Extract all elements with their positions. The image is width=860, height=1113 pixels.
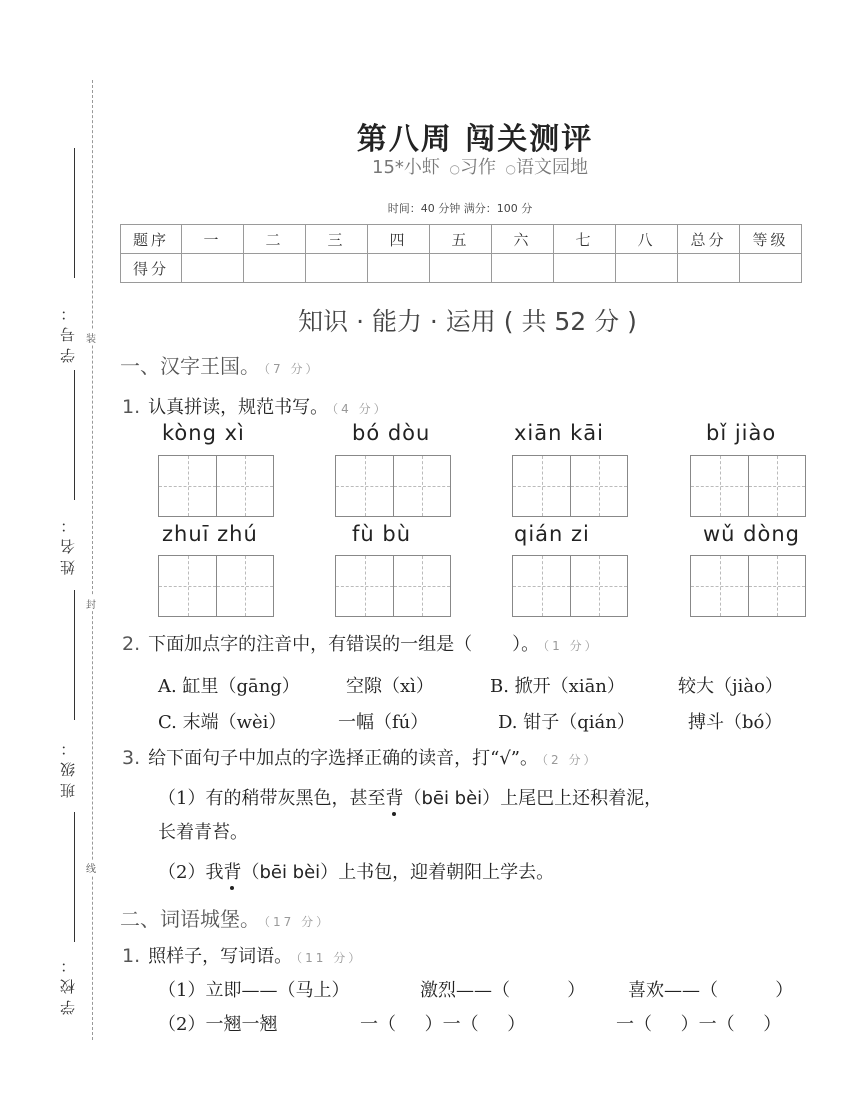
score-table: [120, 224, 802, 283]
part2-q1: [122, 942, 363, 968]
circle-bullet-icon: ○: [501, 162, 516, 176]
p2q1-row2-blank-2[interactable]: 一（ ）一（ ）: [616, 1014, 782, 1035]
writing-grid[interactable]: [158, 555, 274, 617]
cut-mark-xian: 线: [86, 860, 96, 875]
q2-option-b-2: 较大（jiào）: [678, 676, 783, 697]
writing-grid[interactable]: [335, 455, 451, 517]
score-header-cell: 七: [554, 225, 616, 254]
q3-sentence-1: [158, 784, 662, 810]
q2-option-d-2: 搏斗（bó）: [688, 712, 783, 733]
score-input-cell[interactable]: [244, 254, 306, 283]
part1-title-text: 一、汉字王国。: [120, 354, 260, 378]
q3-s1-dotted-char: 背: [385, 788, 404, 809]
score-input-cell[interactable]: [678, 254, 740, 283]
p2q1-row2-blank-1[interactable]: 一（ ）一（ ）: [360, 1014, 526, 1035]
q2-option-d-1[interactable]: D. 钳子（qián）: [498, 712, 635, 733]
score-header-cell: 题序: [121, 225, 182, 254]
writing-grid[interactable]: [690, 455, 806, 517]
p2q1-row2-example: （2）一翘一翘: [158, 1014, 278, 1035]
page-title: 第八周 闯关测评: [356, 122, 594, 157]
school-label: 学校：: [59, 952, 77, 1015]
score-table-header-row: [121, 225, 802, 254]
q3-s1-text-b: 上尾巴上还积着泥，: [500, 788, 663, 809]
score-input-cell[interactable]: [492, 254, 554, 283]
p2q1-row1-example: （1）立即——（马上）: [158, 980, 350, 1001]
writing-grid[interactable]: [335, 555, 451, 617]
page-subtitle: [0, 153, 860, 179]
id-label: 学号：: [59, 300, 77, 363]
score-table-score-row: [121, 254, 802, 283]
part1-points: （7 分）: [264, 362, 321, 376]
writing-grid[interactable]: [690, 555, 806, 617]
part2-title: [120, 903, 331, 932]
q3-sentence-1-cont: 长着青苔。: [158, 822, 248, 843]
q-number: 3.: [122, 747, 141, 769]
binding-dashed-line: [92, 80, 93, 1040]
score-input-cell[interactable]: [306, 254, 368, 283]
score-input-cell[interactable]: [430, 254, 492, 283]
class-label: 班级：: [59, 735, 77, 798]
q-number: 2.: [122, 633, 141, 655]
pinyin-label: zhuī zhú: [162, 522, 258, 546]
q3-s1-text-a: （1）有的稍带灰黑色，甚至: [158, 788, 386, 809]
q2-option-b-1[interactable]: B. 掀开（xiān）: [490, 676, 625, 697]
section-heading: 知识 · 能力 · 运用 ( 共 52 分 ): [298, 307, 637, 336]
q2-option-a-2: 空隙（xì）: [346, 676, 434, 697]
score-header-cell: 一: [182, 225, 244, 254]
score-header-cell: 五: [430, 225, 492, 254]
pinyin-label: xiān kāi: [514, 421, 604, 445]
name-blank-line: [74, 370, 75, 500]
class-blank-line: [74, 590, 75, 720]
cut-mark-feng: 封: [86, 596, 96, 611]
q-number: 1.: [122, 945, 141, 967]
q-text: 认真拼读，规范书写。: [148, 397, 329, 418]
q3-s1-choices[interactable]: （bēi bèi）: [403, 788, 501, 809]
circle-bullet-icon: ○: [445, 162, 460, 176]
q3-s2-dotted-char: 背: [223, 862, 242, 883]
q-points: （2 分）: [542, 753, 599, 767]
q-points: （4 分）: [332, 402, 389, 416]
score-input-cell[interactable]: [554, 254, 616, 283]
pinyin-label: qián zi: [514, 522, 590, 546]
pinyin-label: kòng xì: [162, 421, 245, 445]
q3-sentence-2: [158, 858, 554, 884]
p2q1-row1-blank-2[interactable]: 喜欢——（ ）: [628, 980, 794, 1001]
score-row-label: 得分: [121, 254, 182, 283]
q-points: （11 分）: [296, 951, 364, 965]
writing-grid[interactable]: [158, 455, 274, 517]
subtitle-garden: 语文园地: [515, 157, 588, 178]
pinyin-label: wǔ dòng: [703, 522, 800, 546]
part2-title-text: 二、词语城堡。: [120, 907, 260, 931]
score-header-cell: 八: [616, 225, 678, 254]
pinyin-label: bó dòu: [352, 421, 431, 445]
writing-grid[interactable]: [512, 455, 628, 517]
p2q1-row1-blank-1[interactable]: 激烈——（ ）: [420, 980, 586, 1001]
q-text: 下面加点字的注音中，有错误的一组是（: [148, 634, 473, 655]
q2-option-c-2: 一幅（fú）: [338, 712, 429, 733]
q-text: ）。: [512, 634, 540, 655]
writing-grid[interactable]: [512, 555, 628, 617]
q2-option-c-1[interactable]: C. 末端（wèi）: [158, 712, 287, 733]
q3-s2-text-a: （2）我: [158, 862, 224, 883]
q2-option-a-1[interactable]: A. 缸里（gāng）: [158, 676, 300, 697]
q-text: 给下面句子中加点的字选择正确的读音，打“√”。: [148, 748, 539, 769]
part1-q1: [122, 393, 389, 419]
score-header-cell: 六: [492, 225, 554, 254]
pinyin-label: bǐ jiào: [706, 421, 777, 445]
part2-points: （17 分）: [264, 915, 332, 929]
part1-q2: [122, 630, 600, 656]
name-label: 姓名：: [59, 512, 77, 575]
score-header-cell: 等级: [740, 225, 802, 254]
q-text: 照样子，写词语。: [148, 946, 293, 967]
score-header-cell: 总分: [678, 225, 740, 254]
score-input-cell[interactable]: [740, 254, 802, 283]
score-input-cell[interactable]: [368, 254, 430, 283]
subtitle-writing: 习作: [459, 157, 496, 178]
pinyin-label: fù bù: [352, 522, 412, 546]
q-number: 1.: [122, 396, 141, 418]
school-blank-line: [74, 812, 75, 942]
cut-mark-zhuang: 装: [86, 330, 96, 345]
part1-q3: [122, 744, 598, 770]
exam-meta: 时间：40 分钟 满分：100 分: [387, 202, 533, 215]
part1-title: [120, 350, 320, 379]
score-input-cell[interactable]: [182, 254, 244, 283]
q3-s2-choices[interactable]: （bēi bèi）: [241, 862, 339, 883]
q3-s2-text-b: 上书包，迎着朝阳上学去。: [338, 862, 555, 883]
score-header-cell: 二: [244, 225, 306, 254]
score-header-cell: 三: [306, 225, 368, 254]
q-points: （1 分）: [543, 639, 600, 653]
score-header-cell: 四: [368, 225, 430, 254]
subtitle-lesson: 15*小虾: [372, 157, 440, 178]
score-input-cell[interactable]: [616, 254, 678, 283]
